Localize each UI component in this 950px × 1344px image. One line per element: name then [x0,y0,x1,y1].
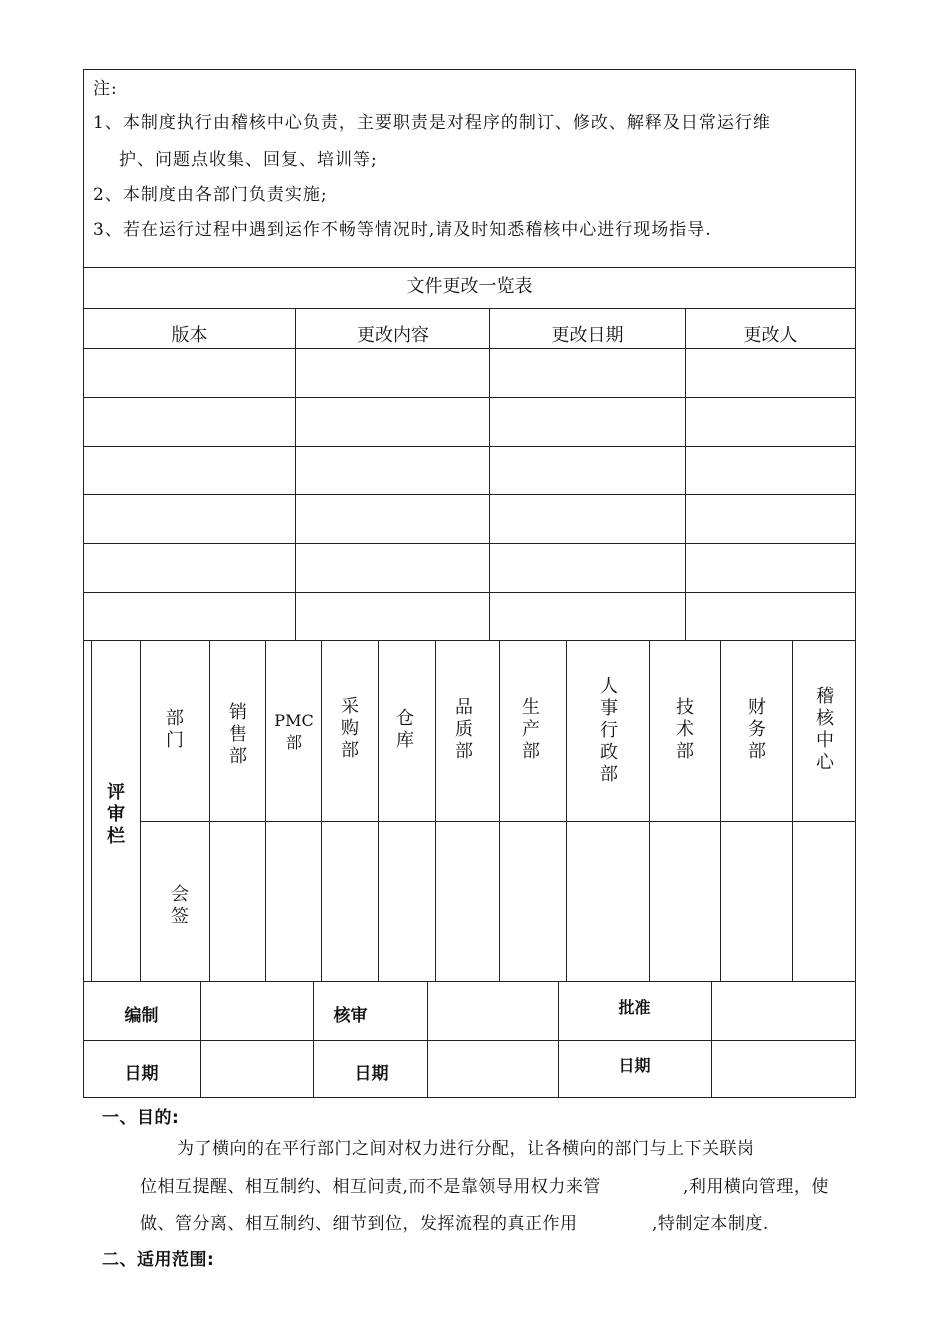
review-col-line [321,640,322,981]
change-table-title: 文件更改一览表 [406,276,533,297]
table-col-line [489,308,490,640]
approval-row-line [83,1040,856,1041]
dept-production: 生产部 [522,697,540,762]
review-col-line [566,640,567,981]
dept-quality: 品质部 [455,697,473,762]
header-version: 版本 [171,325,208,346]
compile-label: 编制 [124,1006,159,1026]
dept-finance: 财务部 [748,697,766,762]
approval-col-line [200,981,201,1098]
header-change-content: 更改内容 [357,325,429,346]
divider [83,308,856,309]
review-sign-label: 核审 [333,1006,368,1026]
review-col-line [91,640,92,981]
note-line-1: 1、本制度执行由稽核中心负责，主要职责是对程序的制订、修改、解释及日常运行维 [93,113,771,133]
review-col-line [378,640,379,981]
date-label-2: 日期 [354,1064,389,1084]
section-2-heading: 二、适用范围: [102,1250,215,1270]
review-col-line [209,640,210,981]
dept-audit-center: 稽核中心 [816,686,834,773]
dept-pmc: PMC部 [274,711,314,752]
review-col-line [499,640,500,981]
approve-label: 批准 [618,998,651,1017]
section-1-para-line-2: 位相互提醒、相互制约、相互问责,而不是靠领导用权力来管 [140,1177,601,1197]
table-row-line [83,397,856,398]
review-col-line [140,640,141,981]
dept-label: 部门 [166,708,184,751]
dept-sales: 销售部 [229,702,247,767]
header-changed-by: 更改人 [743,325,798,346]
date-label-1: 日期 [124,1064,159,1084]
review-row-line [140,821,856,822]
notes-heading: 注: [93,79,118,99]
note-line-2: 2、本制度由各部门负责实施; [93,185,328,205]
table-row-line [83,592,856,593]
review-col-line [649,640,650,981]
table-row-line [83,348,856,349]
table-col-line [685,308,686,640]
table-row-line [83,446,856,447]
review-col-line [265,640,266,981]
dept-warehouse: 仓库 [396,708,414,751]
review-label: 评审栏 [107,782,125,847]
dept-technical: 技术部 [676,697,694,762]
review-col-line [435,640,436,981]
review-col-line [720,640,721,981]
dept-purchasing: 采购部 [341,696,359,761]
section-1-para-line-3: 做、管分离、相互制约、细节到位，发挥流程的真正作用 [140,1214,578,1234]
table-col-line [295,308,296,640]
note-line-3: 3、若在运行过程中遇到运作不畅等情况时,请及时知悉稽核中心进行现场指导. [93,220,712,240]
date-label-3: 日期 [618,1056,651,1075]
review-col-line [792,640,793,981]
divider [83,267,856,268]
section-1-para-line-3-end: ,特制定本制度. [652,1214,769,1234]
note-line-1-cont: 护、问题点收集、回复、培训等; [119,150,378,170]
header-change-date: 更改日期 [551,325,624,346]
table-row-line [83,640,856,641]
section-1-para-line-2-end: ,利用横向管理，使 [683,1177,829,1197]
approval-col-line [711,981,712,1098]
section-1-heading: 一、目的: [102,1108,180,1128]
section-1-para-line-1: 为了横向的在平行部门之间对权力进行分配，让各横向的部门与上下关联岗 [177,1139,755,1159]
table-row-line [83,543,856,544]
dept-hr-admin: 人事行政部 [600,676,618,785]
table-row-line [83,494,856,495]
review-bottom-line [83,981,856,982]
sign-label: 会签 [171,884,189,927]
